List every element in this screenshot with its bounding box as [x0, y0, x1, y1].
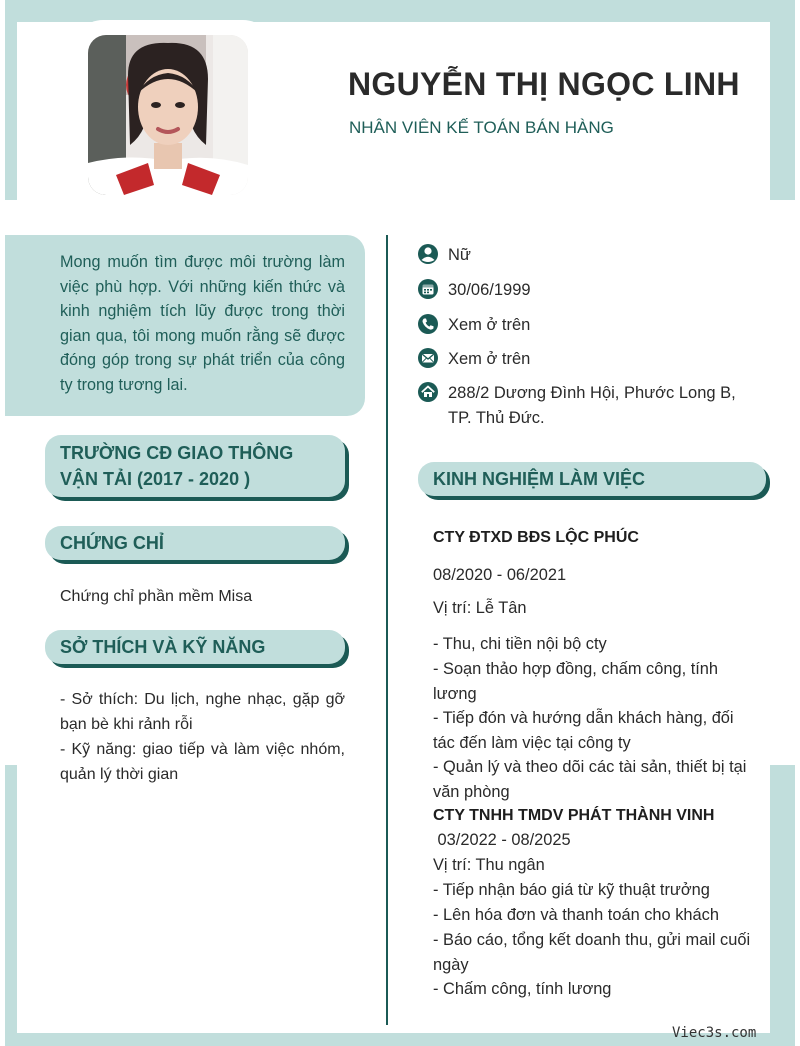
- hobbies-heading: [45, 630, 345, 664]
- watermark: Viec3s.com: [672, 1025, 757, 1041]
- hobbies-heading-label: SỞ THÍCH VÀ KỸ NĂNG: [60, 637, 266, 657]
- education-heading-label: TRƯỜNG CĐ GIAO THÔNG VẬN TẢI (2017 - 2020 ): [60, 443, 294, 489]
- phone-icon: [417, 313, 439, 335]
- calendar-icon: [417, 278, 439, 300]
- objective-text: Mong muốn tìm được môi trường làm việc phù hợp. Với những kiến thức và kinh nghiệm tích lũy được trong thời gian qua, tôi mong muốn rằng sẽ được đóng góp trong sự phát triển của công ty trong tương lai.: [60, 253, 345, 394]
- column-divider: [386, 235, 388, 1025]
- profile-photo: [88, 35, 248, 195]
- job-2-duty: - Lên hóa đơn và thanh toán cho khách: [433, 906, 719, 924]
- certificate-item: Chứng chỉ phần mềm Misa: [60, 588, 253, 605]
- certificates-heading-label: CHỨNG CHỈ: [60, 533, 164, 553]
- job-1-period: 08/2020 - 06/2021: [433, 566, 567, 584]
- job-1-position: Vị trí: Lễ Tân: [433, 599, 527, 617]
- job-1-company: CTY ĐTXD BĐS LỘC PHÚC: [433, 529, 639, 546]
- contact-gender: [417, 243, 737, 268]
- gender-value: Nữ: [448, 246, 471, 264]
- job-1-duty: - Soạn thảo hợp đồng, chấm công, tính lương: [433, 660, 719, 703]
- job-1-duty: - Tiếp đón và hướng dẫn khách hàng, đối tác đến làm việc tại công ty: [433, 709, 734, 752]
- education-heading: [45, 435, 345, 497]
- certificates-heading: [45, 526, 345, 560]
- experience-heading: [418, 462, 766, 496]
- contact-phone: [417, 313, 737, 338]
- job-2-duty: - Báo cáo, tổng kết doanh thu, gửi mail cuối ngày: [433, 931, 751, 974]
- experience-heading-label: KINH NGHIỆM LÀM VIỆC: [433, 469, 646, 489]
- dob-value: 30/06/1999: [448, 281, 531, 299]
- phone-value: Xem ở trên: [448, 316, 531, 334]
- hobby-item: - Sở thích: Du lịch, nghe nhạc, gặp gỡ bạn bè khi rảnh rỗi: [60, 691, 345, 733]
- user-icon: [417, 243, 439, 265]
- mail-icon: [417, 347, 439, 369]
- job-title: NHÂN VIÊN KẾ TOÁN BÁN HÀNG: [349, 118, 614, 137]
- job-2-position: Vị trí: Thu ngân: [433, 856, 545, 874]
- skill-item: - Kỹ năng: giao tiếp và làm việc nhóm, quản lý thời gian: [60, 741, 345, 783]
- candidate-name: NGUYỄN THỊ NGỌC LINH: [348, 66, 740, 102]
- job-2-company: CTY TNHH TMDV PHÁT THÀNH VINH: [433, 807, 715, 824]
- job-2-period: 03/2022 - 08/2025: [433, 831, 571, 849]
- contact-email: [417, 347, 737, 372]
- contact-address: [417, 381, 737, 431]
- address-value: 288/2 Dương Đình Hội, Phước Long B, TP. Thủ Đức.: [448, 384, 736, 427]
- corner-notch: [34, 168, 74, 202]
- job-2-duty: - Tiếp nhận báo giá từ kỹ thuật trưởng: [433, 881, 710, 899]
- job-1-duty: - Quản lý và theo dõi các tài sản, thiết bị tại văn phòng: [433, 758, 747, 801]
- home-icon: [417, 381, 439, 403]
- job-2-duty: - Chấm công, tính lương: [433, 980, 612, 998]
- contact-dob: [417, 278, 737, 303]
- email-value: Xem ở trên: [448, 350, 531, 368]
- job-1-duty: - Thu, chi tiền nội bộ cty: [433, 635, 607, 653]
